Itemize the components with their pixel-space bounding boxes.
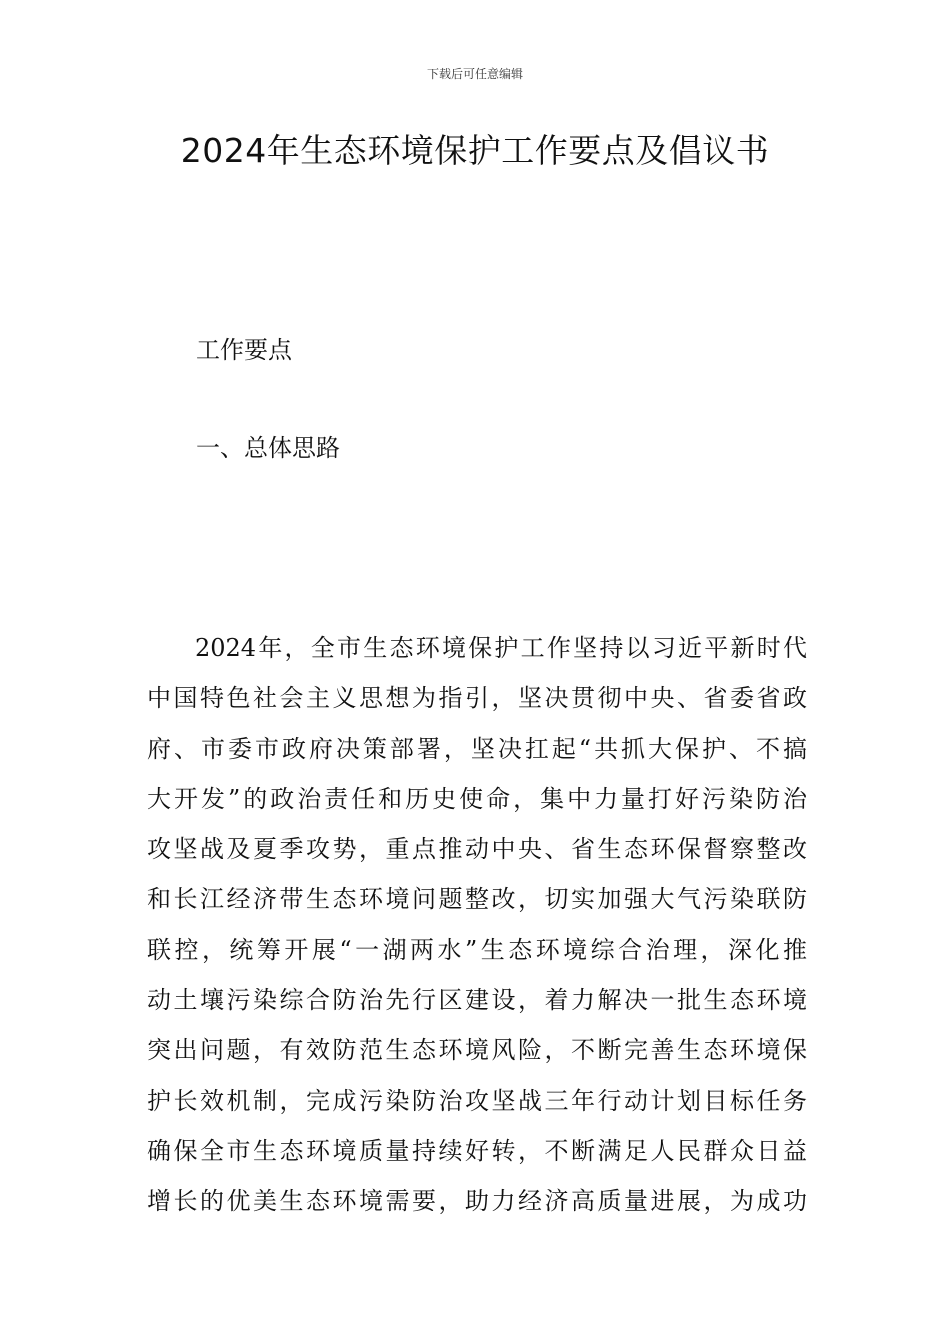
document-title: 2024年生态环境保护工作要点及倡议书 bbox=[180, 131, 770, 170]
paragraph-line: 动土壤污染综合防治先行区建设，着力解决一批生态环境 bbox=[147, 986, 807, 1015]
paragraph-line: 增长的优美生态环境需要，助力经济高质量进展，为成功 bbox=[147, 1187, 807, 1216]
paragraph-line: 中国特色社会主义思想为指引，坚决贯彻中央、省委省政 bbox=[147, 684, 807, 713]
paragraph-line: 确保全市生态环境质量持续好转，不断满足人民群众日益 bbox=[147, 1136, 807, 1165]
section-heading: 工作要点 bbox=[196, 336, 292, 364]
paragraph-line: 2024年，全市生态环境保护工作坚持以习近平新时代 bbox=[195, 634, 807, 662]
header-note: 下载后可任意编辑 bbox=[426, 67, 523, 81]
paragraph-line: 大开发”的政治责任和历史使命，集中力量打好污染防治 bbox=[147, 784, 807, 813]
paragraph-line: 攻坚战及夏季攻势，重点推动中央、省生态环保督察整改 bbox=[147, 835, 807, 864]
paragraph-line: 和长江经济带生态环境问题整改，切实加强大气污染联防 bbox=[147, 885, 807, 914]
subsection-heading: 一、总体思路 bbox=[196, 434, 340, 462]
paragraph-line: 联控，统筹开展“一湖两水”生态环境综合治理，深化推 bbox=[147, 935, 807, 964]
body-paragraph bbox=[147, 623, 807, 1227]
paragraph-line: 护长效机制，完成污染防治攻坚战三年行动计划目标任务 bbox=[147, 1086, 807, 1115]
paragraph-line: 突出问题，有效防范生态环境风险，不断完善生态环境保 bbox=[147, 1036, 807, 1065]
paragraph-line: 府、市委市政府决策部署，坚决扛起“共抓大保护、不搞 bbox=[147, 734, 807, 763]
